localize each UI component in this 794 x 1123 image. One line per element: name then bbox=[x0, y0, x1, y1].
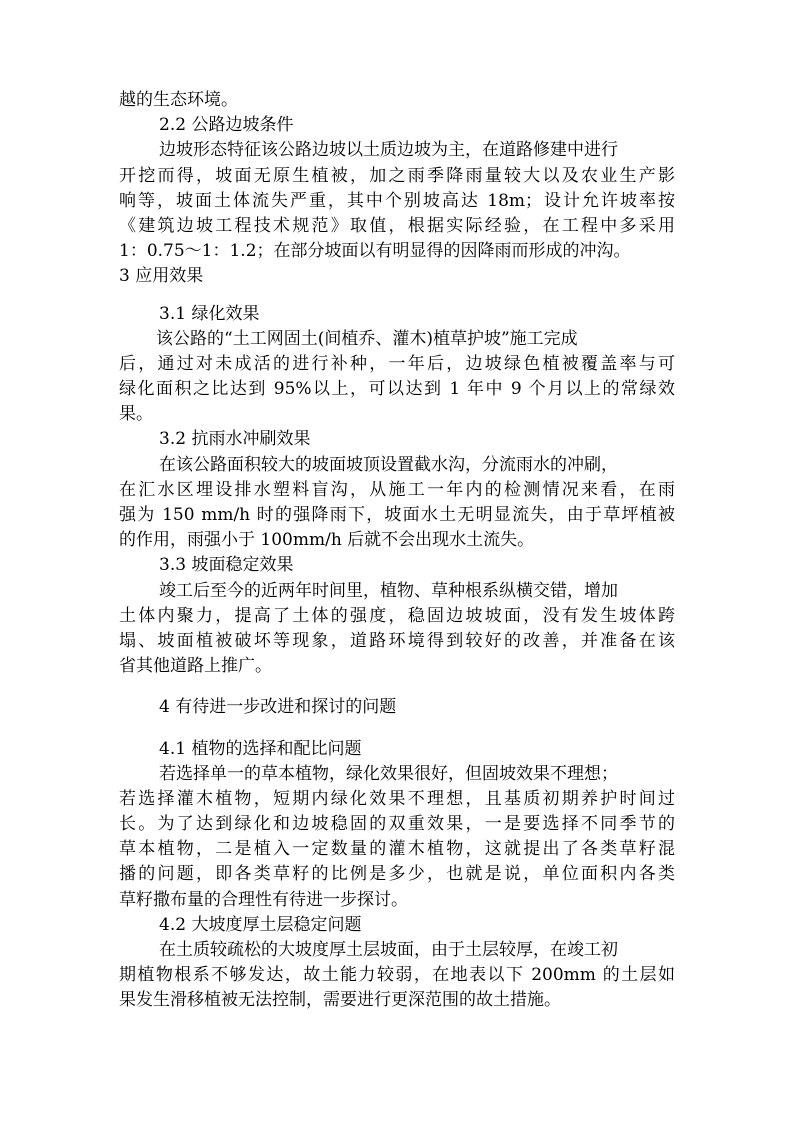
paragraph-line: 塌、坡面植被破坏等现象，道路环境得到较好的改善，并准备在该 bbox=[119, 630, 675, 651]
section-heading: 3.1 绿化效果 bbox=[159, 303, 260, 324]
paragraph-line: 在汇水区埋设排水塑料盲沟，从施工一年内的检测情况来看，在雨 bbox=[119, 479, 675, 500]
section-heading: 4 有待进一步改进和探讨的问题 bbox=[159, 697, 397, 718]
paragraph-line: 的作用，雨强小于 100mm/h 后就不会出现水土流失。 bbox=[119, 530, 535, 551]
paragraph-line: 该公路的“土工网固土(间植乔、灌木)植草护坡”施工完成 bbox=[156, 328, 578, 349]
paragraph-line: 在土质较疏松的大坡度厚土层坡面，由于土层较厚，在竣工初 bbox=[159, 940, 618, 960]
paragraph-line: 1：0.75～1：1.2；在部分坡面以有明显得的因降雨而形成的冲沟。 bbox=[119, 241, 631, 262]
paragraph-line: 若选择单一的草本植物，绿化效果很好，但固坡效果不理想； bbox=[159, 763, 618, 784]
section-heading: 2.2 公路边坡条件 bbox=[159, 115, 294, 136]
section-heading: 3.2 抗雨水冲刷效果 bbox=[159, 429, 311, 450]
section-heading: 3.3 坡面稳定效果 bbox=[159, 555, 294, 576]
paragraph-line: 播的问题，即各类草籽的比例是多少，也就是说，单位面积内各类 bbox=[119, 864, 675, 885]
paragraph-line: 强为 150 mm/h 时的强降雨下，坡面水土无明显流失，由于草坪植被 bbox=[119, 505, 675, 525]
section-heading: 4.1 植物的选择和配比问题 bbox=[159, 738, 362, 759]
paragraph-line: 《建筑边坡工程技术规范》取值，根据实际经验，在工程中多采用 bbox=[119, 215, 675, 236]
paragraph-line: 草籽撒布量的合理性有待进一步探讨。 bbox=[119, 889, 408, 910]
text-line: 越的生态环境。 bbox=[119, 90, 238, 110]
paragraph-line: 开挖而得，坡面无原生植被，加之雨季降雨量较大以及农业生产影 bbox=[119, 165, 675, 186]
paragraph-line: 土体内聚力，提高了土体的强度，稳固边坡坡面，没有发生坡体跨 bbox=[119, 605, 675, 626]
paragraph-line: 期植物根系不够发达，故土能力较弱，在地表以下 200mm 的土层如 bbox=[119, 965, 675, 986]
paragraph-line: 边坡形态特征该公路边坡以土质边坡为主，在道路修建中进行 bbox=[159, 140, 618, 161]
paragraph-line: 绿化面积之比达到 95%以上，可以达到 1 年中 9 个月以上的常绿效 bbox=[119, 379, 675, 400]
document-page bbox=[119, 88, 675, 1014]
section-heading: 3 应用效果 bbox=[119, 266, 204, 287]
section-heading: 4.2 大坡度厚土层稳定问题 bbox=[159, 914, 362, 935]
paragraph-line: 省其他道路上推广。 bbox=[119, 656, 272, 677]
paragraph-line: 后，通过对未成活的进行补种，一年后，边坡绿色植被覆盖率与可 bbox=[119, 353, 675, 374]
paragraph-line: 在该公路面积较大的坡面坡顶设置截水沟，分流雨水的冲刷， bbox=[159, 454, 618, 475]
paragraph-line: 若选择灌木植物，短期内绿化效果不理想，且基质初期养护时间过 bbox=[119, 788, 675, 809]
paragraph-line: 草本植物，二是植入一定数量的灌木植物，这就提出了各类草籽混 bbox=[119, 839, 675, 860]
paragraph-line: 响等，坡面土体流失严重，其中个别坡高达 18m；设计允许坡率按 bbox=[119, 190, 675, 211]
paragraph-line: 果发生滑移植被无法控制，需要进行更深范围的故土措施。 bbox=[119, 990, 561, 1011]
paragraph-line: 竣工后至今的近两年时间里，植物、草种根系纵横交错，增加 bbox=[159, 580, 618, 601]
paragraph-line: 果。 bbox=[119, 404, 153, 425]
paragraph-line: 长。为了达到绿化和边坡稳固的双重效果，一是要选择不同季节的 bbox=[119, 814, 675, 835]
